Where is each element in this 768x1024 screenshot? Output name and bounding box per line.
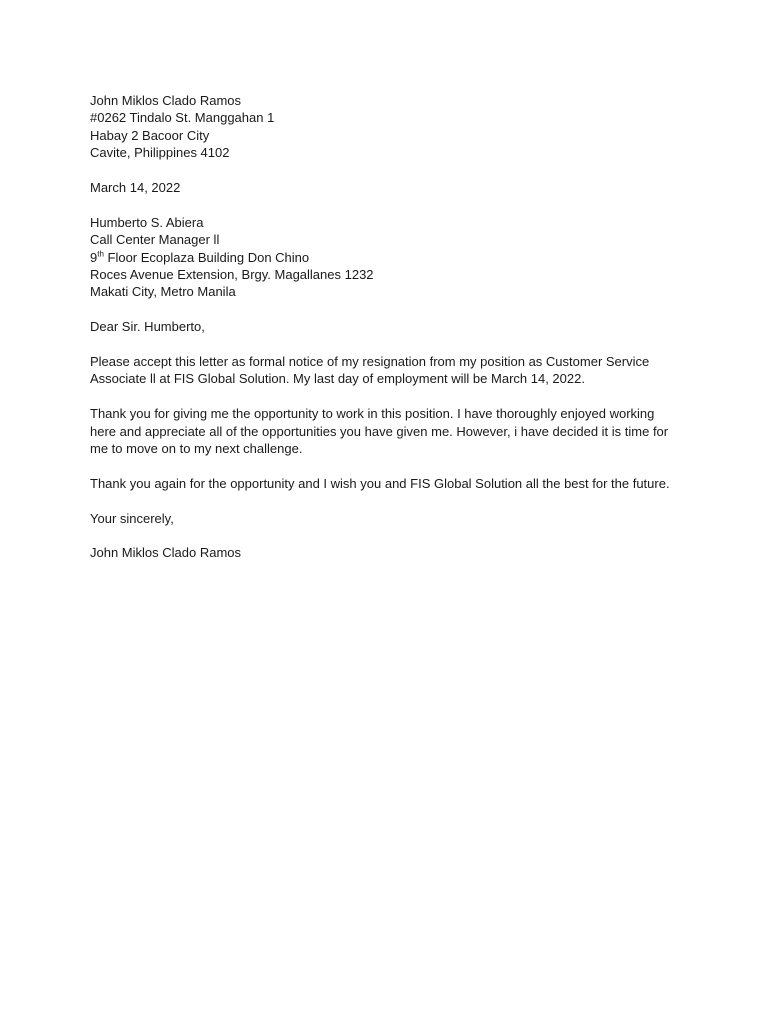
recipient-address-line-2: Roces Avenue Extension, Brgy. Magallanes 1232	[90, 267, 374, 283]
floor-number: 9	[90, 249, 98, 265]
recipient-title: Call Center Manager ll	[90, 232, 220, 248]
letter-page	[90, 92, 690, 579]
body-paragraph-1: Please accept this letter as formal notice of my resignation from my position as Customer Service Associate ll at FIS Global Solution. My last day of employment will be March 14, 2022.	[90, 354, 650, 387]
recipient-name: Humberto S. Abiera	[90, 214, 204, 230]
closing: Your sincerely,	[90, 510, 174, 526]
recipient-address-line-3: Makati City, Metro Manila	[90, 284, 236, 300]
floor-ordinal-suffix: th	[97, 249, 104, 259]
body-paragraph-3: Thank you again for the opportunity and I wish you and FIS Global Solution all the best for the future.	[90, 475, 670, 491]
sender-address-line-2: Habay 2 Bacoor City	[90, 127, 210, 143]
body-paragraph-2: Thank you for giving me the opportunity to work in this position. I have thoroughly enjoyed working here and appreciate all of the opportunities you have given me. However, i have decided it is time for me to move on to my next challenge.	[90, 406, 669, 457]
sender-address-block	[90, 92, 690, 162]
salutation: Dear Sir. Humberto,	[90, 319, 205, 335]
sender-address-line-1: #0262 Tindalo St. Manggahan 1	[90, 110, 275, 126]
recipient-address-block	[90, 214, 690, 301]
letter-date: March 14, 2022	[90, 180, 181, 196]
signature-name: John Miklos Clado Ramos	[90, 545, 242, 561]
recipient-address-line-1	[90, 249, 690, 266]
letter-date-block	[90, 179, 690, 196]
floor-building: Floor Ecoplaza Building Don Chino	[103, 249, 310, 265]
sender-name: John Miklos Clado Ramos	[90, 93, 242, 108]
sender-address-line-3: Cavite, Philippines 4102	[90, 145, 230, 161]
